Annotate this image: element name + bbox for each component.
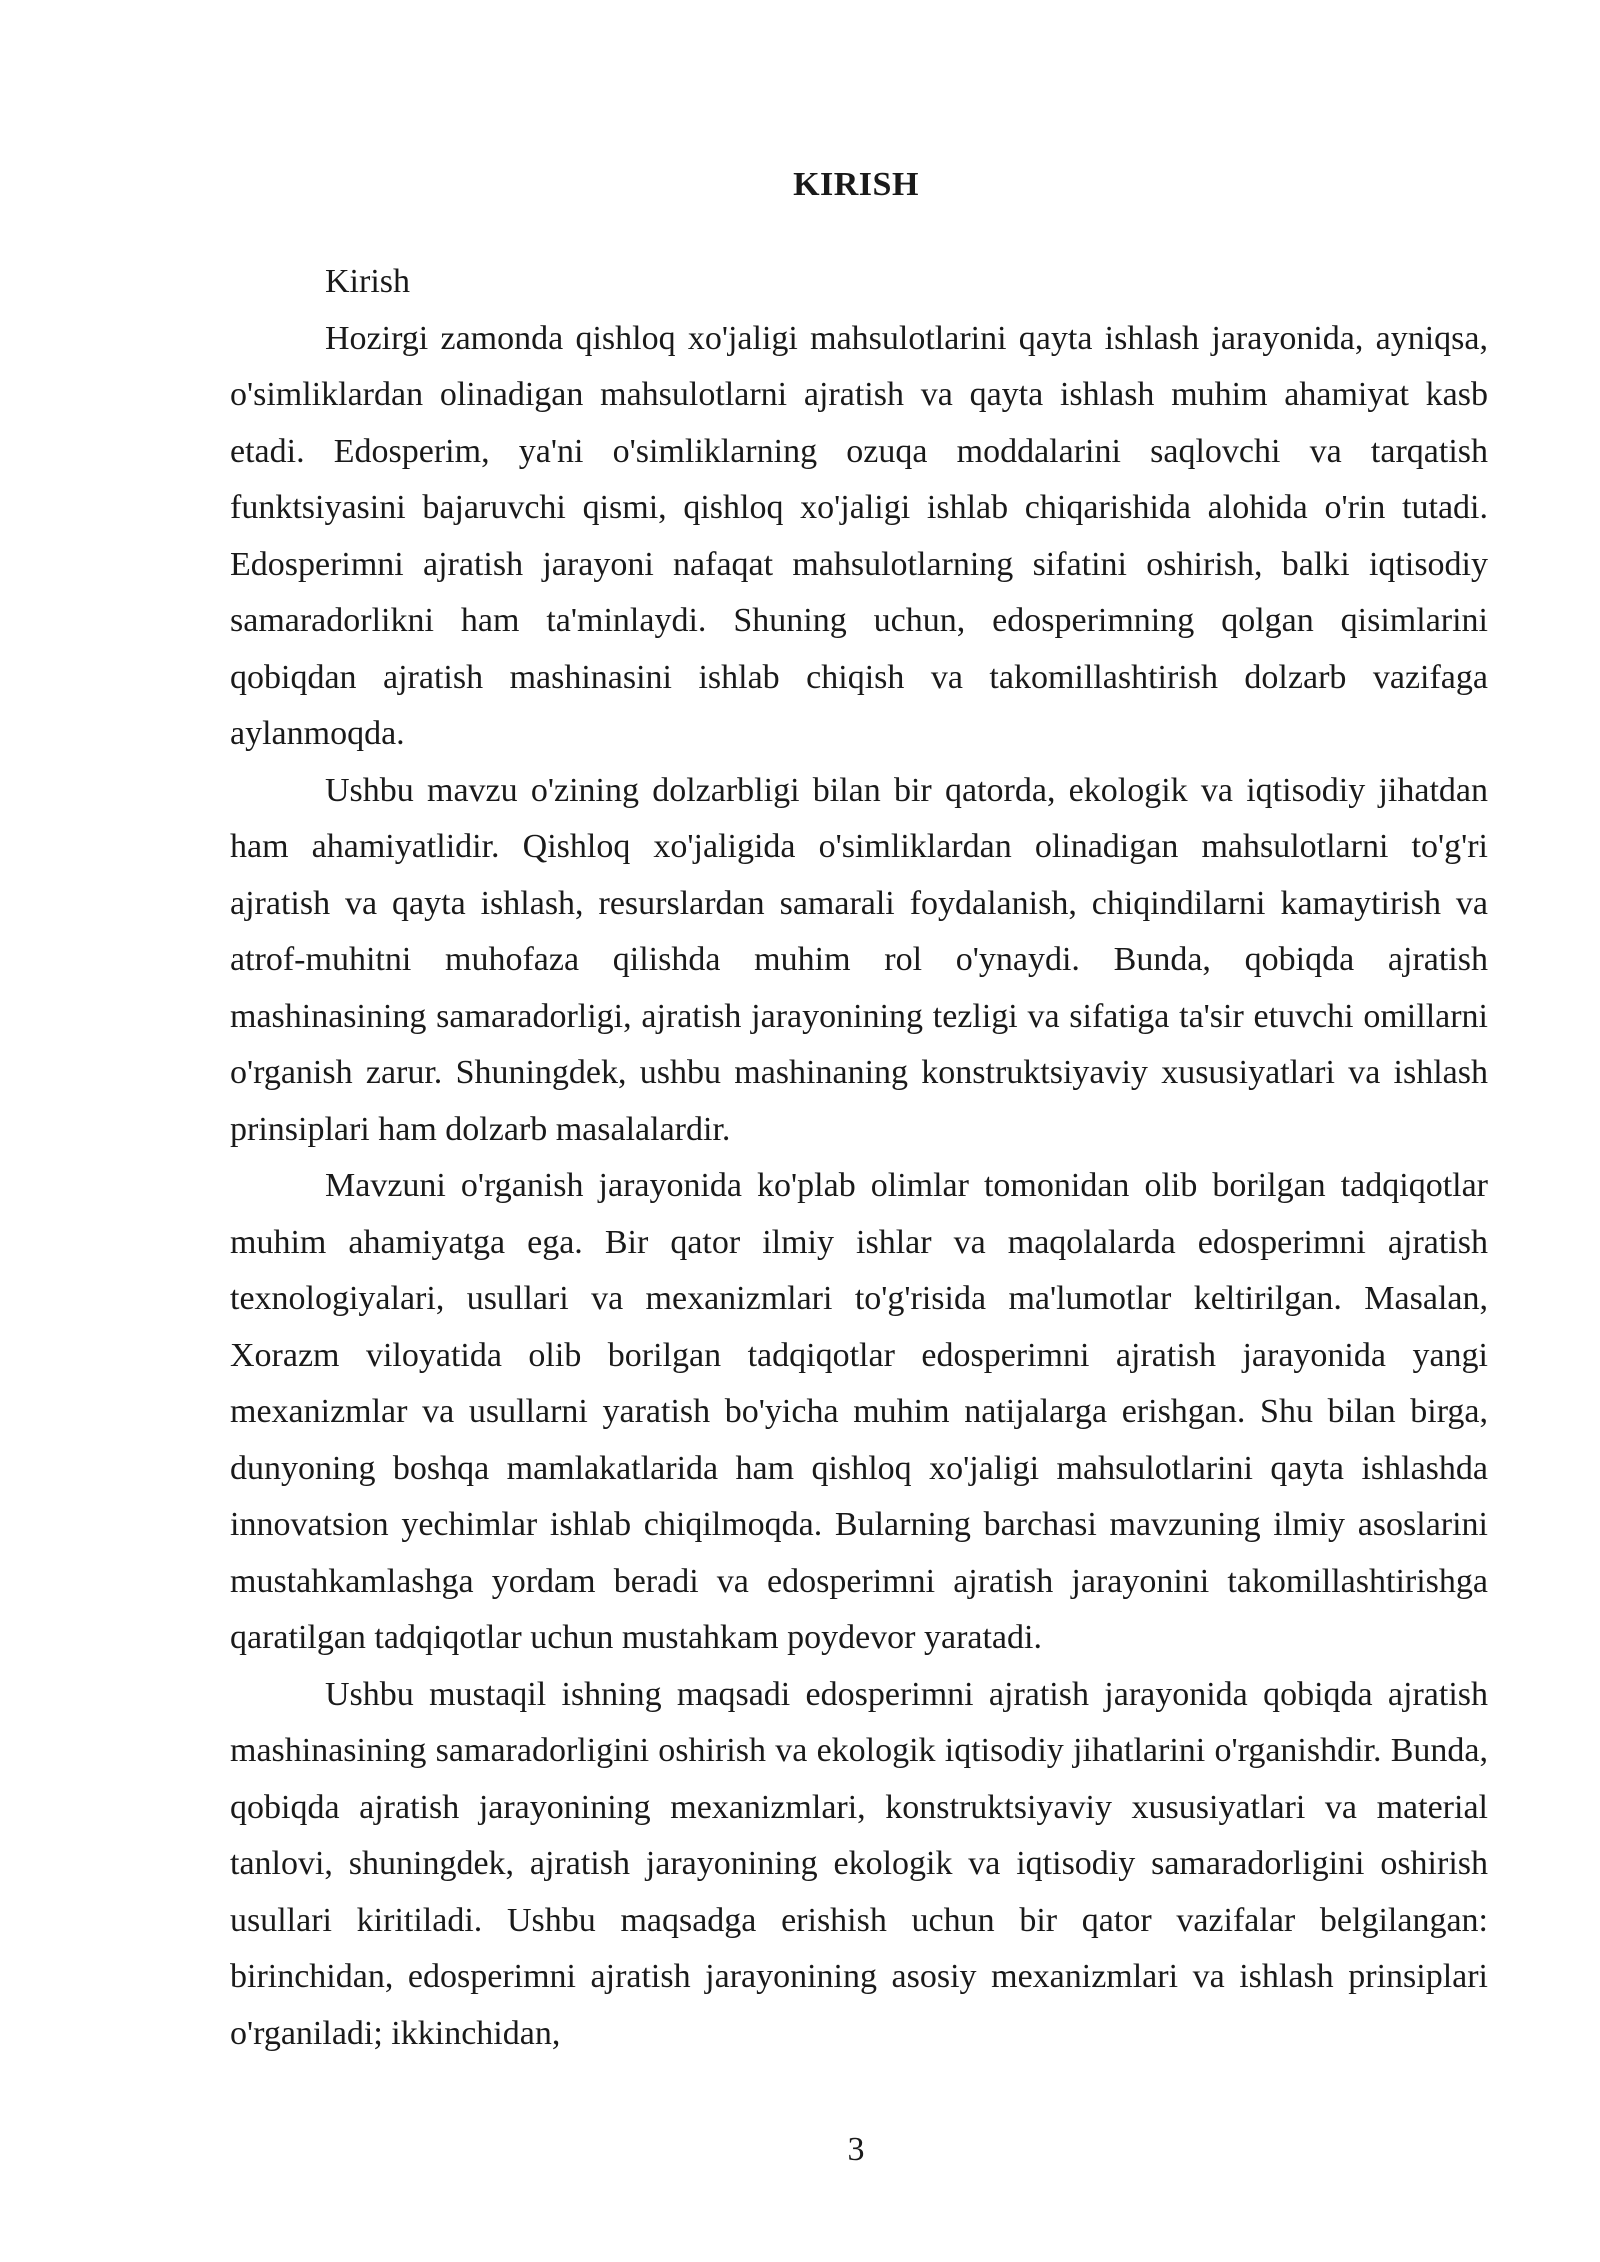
paragraph-intro-label: Kirish (325, 263, 410, 300)
page-heading: KIRISH (793, 166, 919, 203)
paragraph: Ushbu mustaqil ishning maqsadi edosperimni ajratish jarayonida qobiqda ajratish mashinasining samaradorligini oshirish va ekologik iqtisodiy jihatlarini o'rganishdir. Bunda, qobiqda ajratish jarayonining mexanizmlari, konstruktsiyaviy xususiyatlari va material tanlovi, shuningdek, ajratish jarayonining ekologik va iqtisodiy samaradorligini oshirish usullari kiritiladi. Ushbu maqsadga erishish uchun bir qator vazifalar belgilangan: birinchidan, edosperimni ajratish jarayonining asosiy mexanizmlari va ishlash prinsiplari o'rganiladi; ikkinchidan, (230, 1675, 1488, 2052)
paragraph: Ushbu mavzu o'zining dolzarbligi bilan bir qatorda, ekologik va iqtisodiy jihatdan ham ahamiyatlidir. Qishloq xo'jaligida o'simliklardan olinadigan mahsulotlarni to'g'ri ajratish va qayta ishlash, resurslardan samarali foydalanish, chiqindilarni kamaytirish va atrof-muhitni muhofaza qilishda muhim rol o'ynaydi. Bunda, qobiqda ajratish mashinasining samaradorligi, ajratish jarayonining tezligi va sifatiga ta'sir etuvchi omillarni o'rganish zarur. Shuningdek, ushbu mashinaning konstruktsiyaviy xususiyatlari va ishlash prinsiplari ham dolzarb masalalardir. (230, 771, 1488, 1148)
paragraph: Mavzuni o'rganish jarayonida ko'plab olimlar tomonidan olib borilgan tadqiqotlar muhim ahamiyatga ega. Bir qator ilmiy ishlar va maqolalarda edosperimni ajratish texnologiyalari, usullari va mexanizmlari to'g'risida ma'lumotlar keltirilgan. Masalan, Xorazm viloyatida olib borilgan tadqiqotlar edosperimni ajratish jarayonida yangi mexanizmlar va usullarni yaratish bo'yicha muhim natijalarga erishgan. Shu bilan birga, dunyoning boshqa mamlakatlarida ham qishloq xo'jaligi mahsulotlarini qayta ishlashda innovatsion yechimlar ishlab chiqilmoqda. Bularning barchasi mavzuning ilmiy asoslarini mustahkamlashga yordam beradi va edosperimni ajratish jarayonini takomillashtirishga qaratilgan tadqiqotlar uchun mustahkam poydevor yaratadi. (230, 1167, 1488, 1656)
body-text (230, 254, 1488, 2062)
page-number: 3 (847, 2131, 865, 2168)
paragraph: Hozirgi zamonda qishloq xo'jaligi mahsulotlarini qayta ishlash jarayonida, ayniqsa, o'simliklardan olinadigan mahsulotlarni ajratish va qayta ishlash muhim ahamiyat kasb etadi. Edosperim, ya'ni o'simliklarning ozuqa moddalarini saqlovchi va tarqatish funktsiyasini bajaruvchi qismi, qishloq xo'jaligi ishlab chiqarishida alohida o'rin tutadi. Edosperimni ajratish jarayoni nafaqat mahsulotlarning sifatini oshirish, balki iqtisodiy samaradorlikni ham ta'minlaydi. Shuning uchun, edosperimning qolgan qisimlarini qobiqdan ajratish mashinasini ishlab chiqish va takomillashtirish dolzarb vazifaga aylanmoqda. (230, 319, 1488, 752)
